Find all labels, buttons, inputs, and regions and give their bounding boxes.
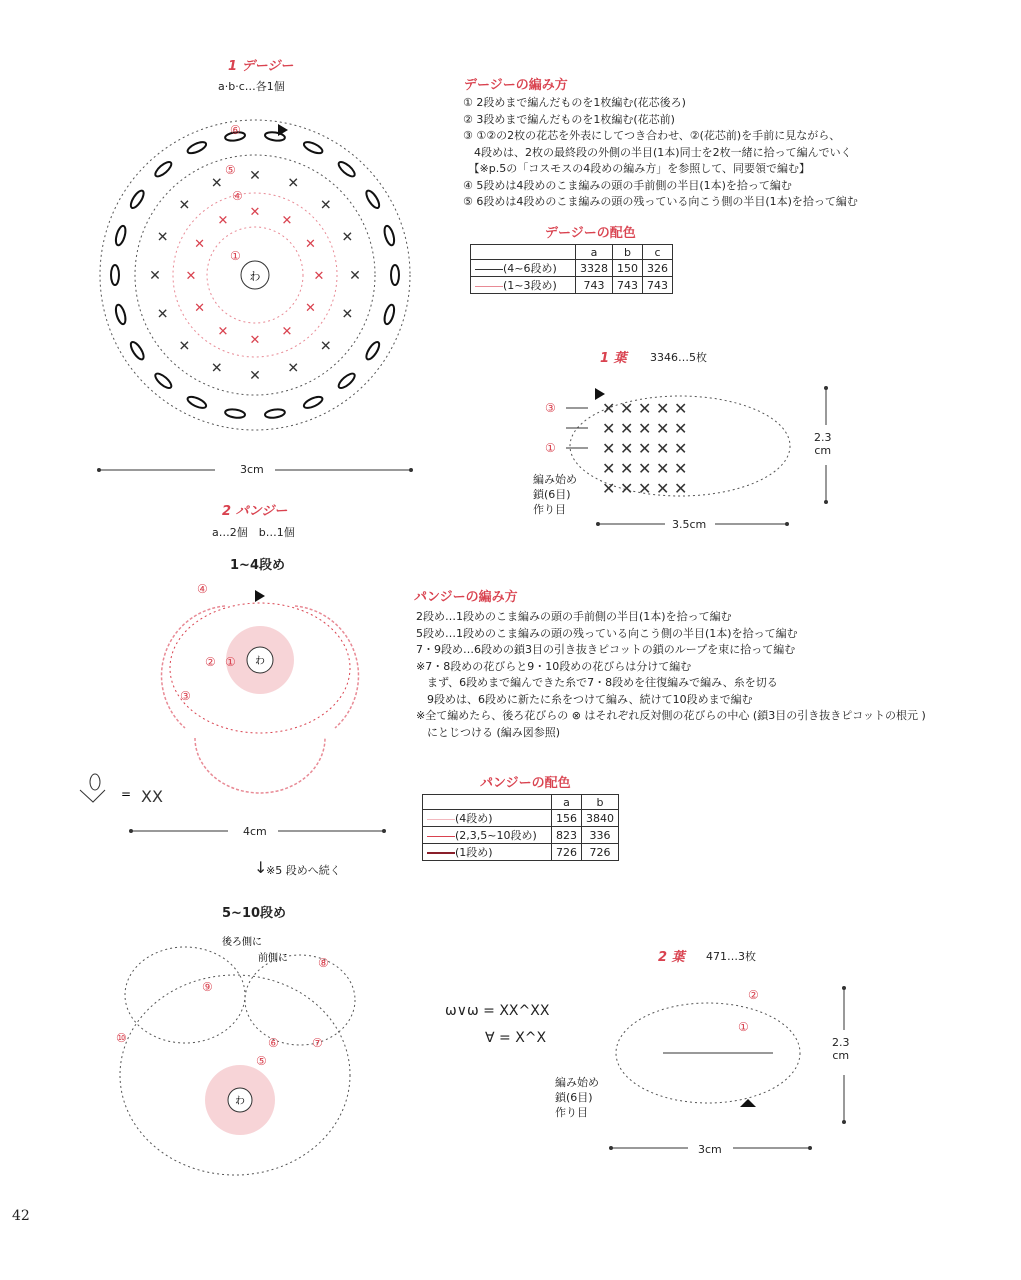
page-number: 42 bbox=[12, 1208, 30, 1224]
pansy-color-table: a b (4段め) 156 3840 (2,3,5~10段め) 823 336 (1段め) 726 726 bbox=[422, 794, 619, 861]
stitch-mark: ✕ bbox=[319, 338, 332, 355]
daisy-chart bbox=[90, 100, 420, 450]
stitch-mark bbox=[186, 140, 208, 156]
svg-text:⑩: ⑩ bbox=[116, 1031, 127, 1045]
stitch-mark: ✕ bbox=[304, 237, 316, 252]
pansy-step: 9段めは、6段めに新たに糸をつけて編み、続けて10段めまで編む bbox=[416, 692, 753, 706]
stitch-mark: ✕ bbox=[156, 306, 169, 323]
stitch-mark bbox=[302, 140, 324, 156]
daisy-round-1: ① bbox=[230, 249, 241, 263]
pansy-steps bbox=[416, 609, 926, 741]
daisy-step: 4段めは、2枚の最終段の外側の半目(1本)同士を2枚一緒に拾って編んでいく bbox=[463, 145, 852, 159]
pansy-round-1: ① bbox=[225, 655, 236, 669]
stitch-mark: ✕ bbox=[638, 459, 652, 478]
leaf2-title: 2 葉 bbox=[658, 950, 685, 965]
daisy-round-5: ⑤ bbox=[225, 163, 236, 177]
leaf1-height: 2.3 cm bbox=[814, 431, 832, 457]
svg-text:⑤: ⑤ bbox=[256, 1054, 267, 1068]
stitch-mark: ✕ bbox=[217, 324, 229, 340]
start-arrow-icon bbox=[740, 1099, 756, 1107]
stitch-mark: ✕ bbox=[249, 168, 261, 184]
daisy-round-6: ⑥ bbox=[230, 123, 241, 137]
stitch-mark: ✕ bbox=[185, 269, 197, 284]
leaf2-count: 471…3枚 bbox=[706, 950, 756, 963]
pansy-step: 5段め…1段めのこま編みの頭の残っている向こう側の半目(1本)を拾って編む bbox=[416, 626, 798, 640]
pansy-step: 2段め…1段めのこま編みの頭の手前側の半目(1本)を拾って編む bbox=[416, 610, 732, 623]
stitch-mark: ✕ bbox=[674, 459, 688, 478]
leaf1-title: 1 葉 bbox=[600, 351, 627, 366]
daisy-count: a·b·c…各1個 bbox=[218, 80, 285, 93]
svg-text:わ: わ bbox=[235, 1096, 245, 1107]
stitch-mark: ✕ bbox=[674, 439, 688, 458]
stitch-mark bbox=[114, 225, 127, 246]
daisy-steps bbox=[463, 95, 858, 211]
pansy-round-3: ③ bbox=[180, 689, 191, 703]
pansy-step: 7・9段め…6段めの鎖3目の引き抜きピコットの鎖のループを束に拾って編む bbox=[416, 643, 796, 656]
stitch-mark bbox=[391, 265, 399, 285]
pansy-step: ※全て編めたら、後ろ花びらの ⊗ はそれぞれ反対側の花びらの中心 (鎖3目の引き抜きピコットの根元 ) bbox=[416, 709, 926, 722]
table-row: (1~3段め) 743 743 743 bbox=[471, 277, 673, 294]
stitch-mark: ✕ bbox=[656, 419, 670, 438]
pansy-part2-title: 5~10段め bbox=[222, 906, 287, 921]
stitch-mark bbox=[186, 395, 208, 411]
stitch-mark: ✕ bbox=[638, 479, 652, 498]
svg-text:⑧: ⑧ bbox=[318, 956, 329, 970]
leaf2-round-2: ② bbox=[748, 988, 759, 1002]
daisy-step: ③ ①②の2枚の花芯を外表にしてつき合わせ、②(花芯前)を手前に見ながら、 bbox=[463, 129, 841, 142]
table-row: (2,3,5~10段め) 823 336 bbox=[423, 827, 619, 844]
pansy-center-label: わ bbox=[255, 656, 265, 667]
table-row: (4~6段め) 3328 150 326 bbox=[471, 260, 673, 277]
stitch-mark: ✕ bbox=[341, 306, 354, 323]
pansy-part1-title: 1~4段め bbox=[230, 558, 285, 573]
stitch-mark bbox=[383, 225, 396, 246]
daisy-step: ② 3段めまで編んだものを1枚編む(花芯前) bbox=[463, 112, 675, 126]
daisy-method-title: デージーの編み方 bbox=[464, 78, 568, 93]
stitch-mark bbox=[264, 408, 285, 419]
stitch-mark: ✕ bbox=[674, 419, 688, 438]
stitch-mark bbox=[128, 340, 146, 361]
stitch-mark bbox=[337, 160, 357, 179]
daisy-center-label: わ bbox=[249, 270, 261, 283]
daisy-color-table: a b c (4~6段め) 3328 150 326 (1~3段め) 743 743 743 bbox=[470, 244, 673, 294]
table-row: (4段め) 156 3840 bbox=[423, 810, 619, 827]
leaf2-width: 3cm bbox=[698, 1143, 722, 1156]
leaf2-legend-2: ∀ = X^X bbox=[485, 1030, 547, 1046]
stitch-mark: ✕ bbox=[287, 360, 300, 377]
svg-text:⑨: ⑨ bbox=[202, 980, 213, 994]
stitch-mark: ✕ bbox=[656, 439, 670, 458]
leaf2-height: 2.3 cm bbox=[832, 1036, 850, 1062]
stitch-mark: ✕ bbox=[249, 368, 261, 384]
daisy-size: 3cm bbox=[240, 463, 264, 476]
stitch-mark: ✕ bbox=[249, 205, 261, 220]
start-arrow-icon bbox=[255, 590, 265, 602]
stitch-mark bbox=[153, 371, 173, 390]
stitch-mark: ✕ bbox=[620, 419, 634, 438]
pansy-step: まず、6段めまで編んできた糸で7・8段めを往復編みで編み、糸を切る bbox=[416, 676, 778, 689]
stitch-mark: ✕ bbox=[194, 301, 206, 316]
pansy-symbol-legend bbox=[75, 770, 185, 810]
pansy-bottom-chart bbox=[110, 925, 360, 1180]
stitch-mark bbox=[153, 160, 173, 179]
stitch-mark: ✕ bbox=[602, 439, 616, 458]
leaf1-start-note: 編み始め 鎖(6目) 作り目 bbox=[533, 473, 577, 516]
stitch-mark: ✕ bbox=[674, 479, 688, 498]
leaf1-count: 3346…5枚 bbox=[650, 351, 707, 364]
pansy-round-4: ④ bbox=[197, 582, 208, 596]
stitch-mark bbox=[337, 371, 357, 390]
pansy-color-title: パンジーの配色 bbox=[480, 776, 571, 791]
leaf1-round-1: ① bbox=[545, 441, 556, 455]
daisy-color-title: デージーの配色 bbox=[545, 226, 636, 241]
stitch-mark bbox=[364, 189, 382, 210]
leaf1-chart bbox=[540, 380, 800, 515]
stitch-mark: ✕ bbox=[249, 333, 261, 348]
leaf2-start-note: 編み始め 鎖(6目) 作り目 bbox=[555, 1076, 599, 1119]
svg-text:⑥: ⑥ bbox=[268, 1036, 279, 1050]
table-row: (1段め) 726 726 bbox=[423, 844, 619, 861]
daisy-round-4: ④ bbox=[232, 189, 243, 203]
leaf2-legend-1: ѡ∨ѡ = XX^XX bbox=[445, 1003, 550, 1019]
pansy-round-2: ② bbox=[205, 655, 216, 669]
pansy-count: a…2個 b…1個 bbox=[212, 526, 295, 539]
stitch-mark bbox=[364, 340, 382, 361]
pansy-step: ※7・8段めの花びらと9・10段めの花びらは分けて編む bbox=[416, 659, 692, 673]
pansy-method-title: パンジーの編み方 bbox=[414, 590, 518, 605]
pansy-step: にとじつける (編み図参照) bbox=[416, 725, 561, 739]
stitch-mark: ✕ bbox=[156, 229, 169, 246]
stitch-mark: ✕ bbox=[341, 229, 354, 246]
stitch-mark: ✕ bbox=[638, 419, 652, 438]
stitch-mark bbox=[383, 304, 396, 325]
stitch-mark: ✕ bbox=[149, 268, 161, 284]
stitch-mark: ✕ bbox=[620, 439, 634, 458]
stitch-mark: ✕ bbox=[620, 459, 634, 478]
svg-text:⑦: ⑦ bbox=[312, 1036, 323, 1050]
stitch-mark: ✕ bbox=[656, 479, 670, 498]
stitch-mark: ✕ bbox=[210, 175, 223, 192]
stitch-mark: ✕ bbox=[178, 197, 191, 214]
leaf1-round-3: ③ bbox=[545, 401, 556, 415]
stitch-mark: ✕ bbox=[674, 399, 688, 418]
stitch-mark: ✕ bbox=[656, 399, 670, 418]
svg-text:XX: XX bbox=[141, 787, 163, 806]
stitch-mark: ✕ bbox=[602, 479, 616, 498]
stitch-mark bbox=[225, 408, 246, 419]
stitch-mark: ✕ bbox=[178, 338, 191, 355]
stitch-mark: ✕ bbox=[602, 399, 616, 418]
daisy-step: ① 2段めまで編んだものを1枚編む(花芯後ろ) bbox=[463, 96, 686, 109]
stitch-mark: ✕ bbox=[287, 175, 300, 192]
stitch-mark: ✕ bbox=[210, 360, 223, 377]
leaf2-round-1: ① bbox=[738, 1020, 749, 1034]
pansy-continue-note: ※5 段めへ続く bbox=[266, 864, 341, 877]
stitch-mark: ✕ bbox=[194, 237, 206, 252]
pansy-size: 4cm bbox=[243, 825, 267, 838]
leaf1-width: 3.5cm bbox=[672, 518, 707, 531]
stitch-mark bbox=[128, 189, 146, 210]
stitch-mark: ✕ bbox=[638, 439, 652, 458]
stitch-mark: ✕ bbox=[304, 301, 316, 316]
stitch-mark: ✕ bbox=[281, 324, 293, 340]
stitch-mark bbox=[302, 395, 324, 411]
daisy-step: ④ 5段めは4段めのこま編みの頭の手前側の半目(1本)を拾って編む bbox=[463, 178, 792, 192]
svg-text:=: = bbox=[121, 787, 132, 801]
stitch-mark: ✕ bbox=[602, 459, 616, 478]
leaf2-chart bbox=[608, 975, 818, 1115]
daisy-title: 1 デージー bbox=[228, 59, 294, 74]
daisy-step: ⑤ 6段めは4段めのこま編みの頭の残っている向こう側の半目(1本)を拾って編む bbox=[463, 195, 858, 208]
pansy-title: 2 パンジー bbox=[222, 504, 288, 519]
stitch-mark: ✕ bbox=[620, 479, 634, 498]
stitch-mark: ✕ bbox=[349, 268, 361, 284]
front-side-label: 前側に bbox=[258, 953, 288, 964]
stitch-mark bbox=[114, 304, 127, 325]
stitch-mark bbox=[111, 265, 119, 285]
stitch-mark: ✕ bbox=[638, 399, 652, 418]
stitch-mark: ✕ bbox=[602, 419, 616, 438]
stitch-mark: ✕ bbox=[217, 213, 229, 229]
back-side-label: 後ろ側に bbox=[222, 937, 262, 948]
stitch-mark: ✕ bbox=[313, 269, 325, 284]
stitch-mark: ✕ bbox=[656, 459, 670, 478]
stitch-mark: ✕ bbox=[620, 399, 634, 418]
down-arrow-icon: ↓ bbox=[254, 858, 268, 877]
stitch-mark: ✕ bbox=[281, 213, 293, 229]
stitch-mark: ✕ bbox=[319, 197, 332, 214]
daisy-step: 【※p.5の「コスモスの4段めの編み方」を参照して、同要領で編む】 bbox=[463, 162, 810, 175]
